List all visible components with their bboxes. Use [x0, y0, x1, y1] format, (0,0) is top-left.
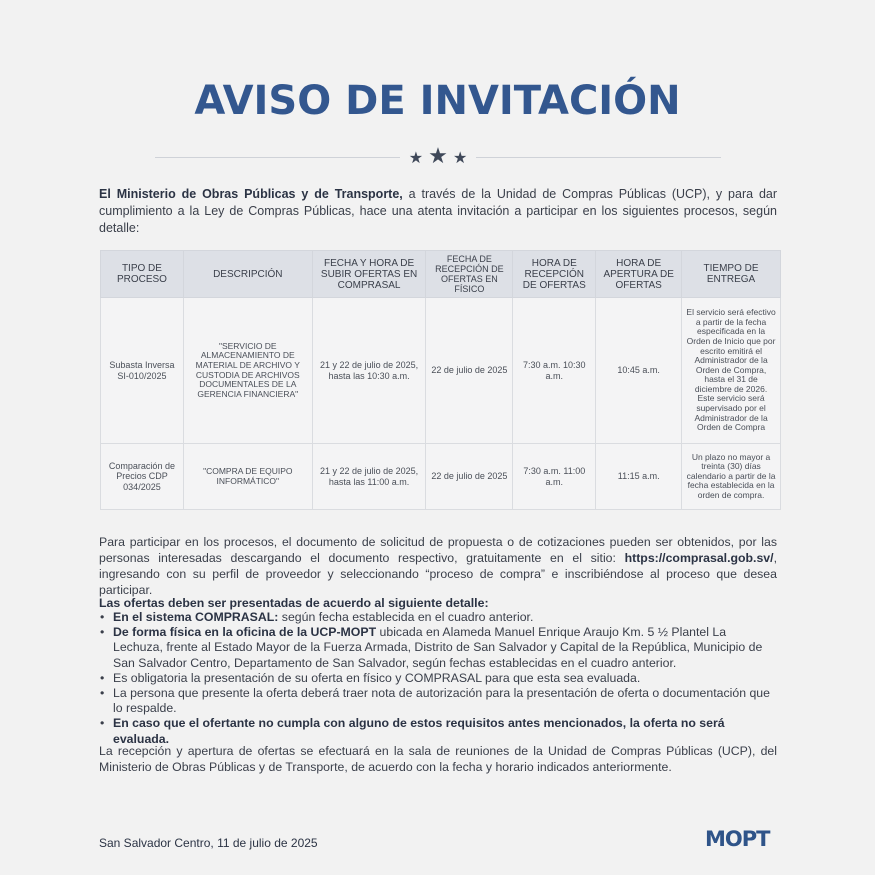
page-title: AVISO DE INVITACIÓN [194, 78, 681, 124]
cell-recepcion: 7:30 a.m. 11:00 a.m. [513, 444, 596, 510]
cell-apertura: 10:45 a.m. [596, 298, 682, 444]
mopt-logo [705, 825, 773, 849]
star-icon: ★ [408, 148, 424, 167]
requirement-bold: En caso que el ofertante no cumpla con alguno de estos requisitos antes mencionados, la oferta no será evaluada. [113, 716, 725, 746]
cell-recepcion: 7:30 a.m. 10:30 a.m. [513, 298, 596, 444]
title-divider-right [476, 157, 721, 158]
requirement-text: según fecha establecida en el cuadro anterior. [278, 610, 534, 624]
bullet-icon: • [100, 625, 105, 640]
comprasal-link[interactable]: https://comprasal.gob.sv/ [624, 551, 774, 565]
cell-descripcion: "SERVICIO DE ALMACENAMIENTO DE MATERIAL DE ARCHIVO Y CUSTODIA DE ARCHIVOS DOCUMENTALES DE LA GERENCIA FINANCIERA" [183, 298, 312, 444]
cell-tipo: Comparación de Precios CDP 034/2025 [101, 444, 184, 510]
list-item [99, 671, 779, 686]
column-header: TIEMPO DE ENTREGA [682, 251, 781, 298]
footer-date: San Salvador Centro, 11 de julio de 2025 [99, 836, 318, 850]
requirements-title: Las ofertas deben ser presentadas de acuerdo al siguiente detalle: [99, 596, 489, 610]
cell-comprasal: 21 y 22 de julio de 2025, hasta las 11:00 a.m. [312, 444, 426, 510]
column-header: HORA DE RECEPCIÓN DE OFERTAS [513, 251, 596, 298]
bullet-icon: • [100, 716, 105, 731]
bullet-icon: • [100, 686, 105, 701]
intro-paragraph [99, 186, 777, 237]
stars-ornament [400, 145, 476, 170]
bullet-icon: • [100, 610, 105, 624]
table-row [101, 444, 781, 510]
star-icon: ★ [428, 144, 448, 169]
cell-entrega: El servicio será efectivo a partir de la fecha especificada en la Orden de Inicio que por escrito emitirá el Administrador de la Orden de Compra, hasta el 31 de diciembre de 2026. Este servicio será supervisado por el Administrador de la Orden de Compra [682, 298, 781, 444]
cell-comprasal: 21 y 22 de julio de 2025, hasta las 10:30 a.m. [312, 298, 426, 444]
bullet-icon: • [100, 670, 105, 685]
table-header-row [101, 251, 781, 298]
column-header: FECHA DE RECEPCIÓN DE OFERTAS EN FÍSICO [426, 251, 513, 298]
participation-paragraph [99, 534, 777, 598]
requirement-text: ubicada en Alameda Manuel Enrique Araujo Km. 5 ½ Plantel La Lechuza, frente al Estado Mayor de la Fuerza Armada, Distrito de San Salvador y Capital de la República, Municipio de San Salvador Centro, Departamento de San Salvador, según fechas establecidas en el cuadro anterior. [113, 625, 763, 670]
cell-tipo: Subasta Inversa SI-010/2025 [101, 298, 184, 444]
list-item [99, 625, 779, 671]
cell-entrega: Un plazo no mayor a treinta (30) días calendario a partir de la fecha establecida en la orden de compra. [682, 444, 781, 510]
list-item [99, 686, 779, 716]
requirement-bold: En el sistema COMPRASAL: [113, 610, 279, 624]
cell-fisico: 22 de julio de 2025 [426, 298, 513, 444]
logo-text: MOPT [705, 827, 770, 849]
column-header: FECHA Y HORA DE SUBIR OFERTAS EN COMPRASAL [312, 251, 426, 298]
ministry-name: El Ministerio de Obras Públicas y de Transporte, [99, 187, 403, 201]
column-header: DESCRIPCIÓN [183, 251, 312, 298]
column-header: HORA DE APERTURA DE OFERTAS [596, 251, 682, 298]
title-divider-left [155, 157, 400, 158]
list-item [99, 610, 779, 625]
requirement-bold: De forma física en la oficina de la UCP-MOPT [113, 625, 377, 640]
cell-apertura: 11:15 a.m. [596, 444, 682, 510]
process-table [100, 250, 781, 510]
participation-text: Para participar en los procesos, el documento de solicitud de propuesta o de cotizaciones pueden ser obtenidos, por las personas interesadas descargando el documento respectivo, gratuitamente en el sitio: [99, 535, 777, 565]
table-row [101, 298, 781, 444]
cell-descripcion: "COMPRA DE EQUIPO INFORMÁTICO" [183, 444, 312, 510]
closing-paragraph: La recepción y apertura de ofertas se efectuará en la sala de reuniones de la Unidad de Compras Públicas (UCP), del Ministerio de Obras Públicas y de Transporte, de acuerdo con la fecha y horario indicados anteriormente. [99, 744, 777, 774]
requirement-text: La persona que presente la oferta deberá traer nota de autorización para la presentación de oferta o documentación que lo respalde. [113, 686, 770, 716]
column-header: TIPO DE PROCESO [101, 251, 184, 298]
participation-text-end: , ingresando con su perfil de proveedor y seleccionando “proceso de compra” e inscribiéndose al proceso que desea participar. [99, 551, 777, 597]
requirements-list [99, 610, 779, 747]
cell-fisico: 22 de julio de 2025 [426, 444, 513, 510]
requirement-text: Es obligatoria la presentación de su oferta en físico y COMPRASAL para que esta sea evaluada. [113, 670, 641, 685]
intro-text: a través de la Unidad de Compras Públicas (UCP), y para dar cumplimiento a la Ley de Compras Públicas, hace una atenta invitación a participar en los siguientes procesos, según detalle: [99, 187, 778, 235]
star-icon: ★ [452, 148, 468, 167]
